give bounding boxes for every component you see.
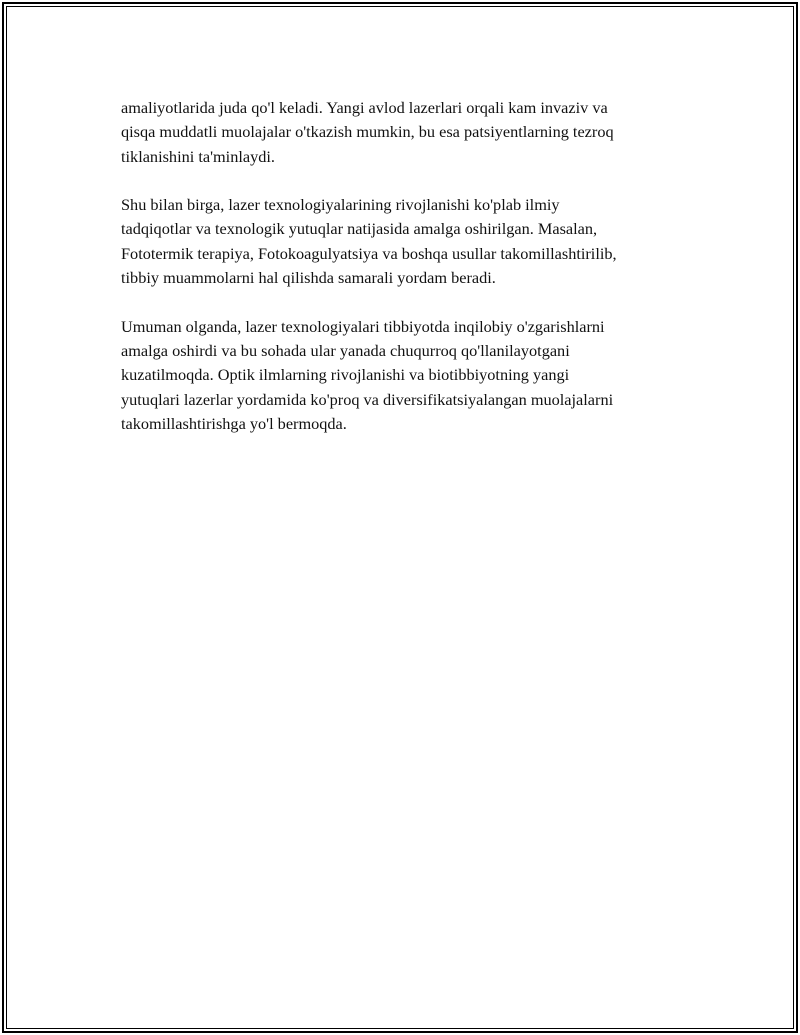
document-body xyxy=(121,96,701,460)
paragraph-1: amaliyotlarida juda qo'l keladi. Yangi avlod lazerlari orqali kam invaziv va qisqa muddatli muolajalar o'tkazish mumkin, bu esa patsiyentlarning tezroq tiklanishini ta'minlaydi. xyxy=(121,98,614,166)
paragraph-2: Shu bilan birga, lazer texnologiyalarining rivojlanishi ko'plab ilmiy tadqiqotlar va texnologik yutuqlar natijasida amalga oshirilgan. Masalan, Fototermik terapiya, Fotokoagulyatsiya va boshqa usullar takomillashtirilib, tibbiy muammolarni hal qilishda samarali yordam beradi. xyxy=(121,195,617,288)
page-border xyxy=(2,2,798,1033)
paragraph-3: Umuman olganda, lazer texnologiyalari tibbiyotda inqilobiy o'zgarishlarni amalga oshirdi va bu sohada ular yanada chuqurroq qo'llanilayotgani kuzatilmoqda. Optik ilmlarning rivojlanishi va biotibbiyotning yangi yutuqlari lazerlar yordamida ko'proq va diversifikatsiyalangan muolajalarni takomillashtirishga yo'l bermoqda. xyxy=(121,316,614,433)
